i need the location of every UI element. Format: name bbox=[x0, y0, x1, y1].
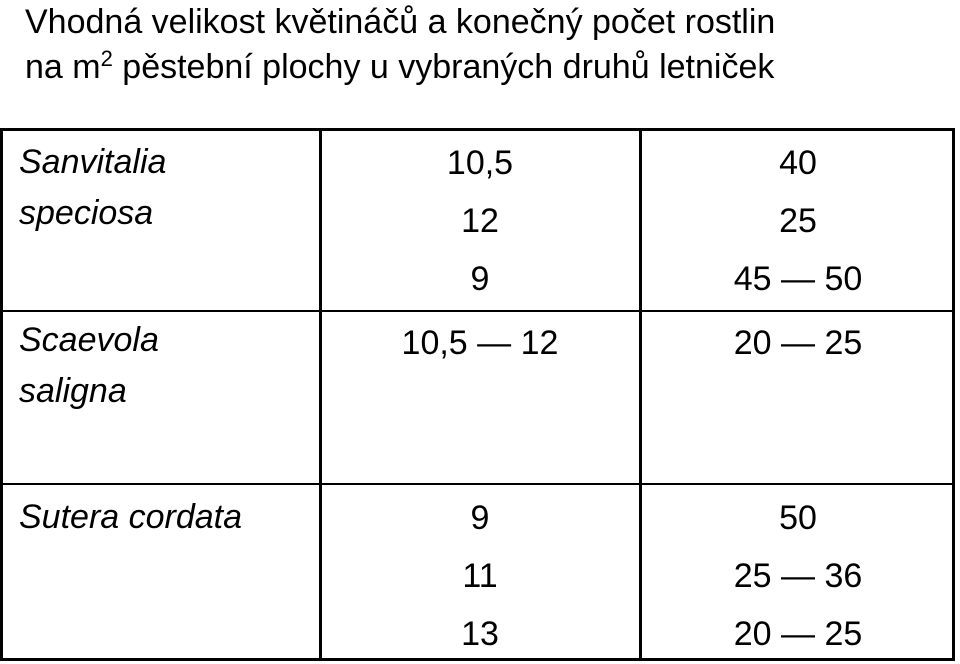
pot-size-value: 10,5 — 12 bbox=[401, 324, 559, 362]
species-name bbox=[19, 315, 159, 417]
plant-count-cell bbox=[641, 314, 955, 372]
pot-size-value: 11 bbox=[462, 557, 498, 595]
row-divider bbox=[3, 310, 952, 312]
species-name bbox=[19, 137, 166, 239]
species-name bbox=[19, 492, 242, 543]
pot-size-cell bbox=[321, 134, 639, 308]
row-divider bbox=[3, 483, 952, 485]
pot-size-cell bbox=[321, 489, 639, 663]
title-superscript: 2 bbox=[100, 46, 113, 71]
pot-size-value: 9 bbox=[470, 260, 490, 298]
pot-size-value: 9 bbox=[470, 499, 490, 537]
title-line-2-suffix: pěstební plochy u vybraných druhů letniček bbox=[112, 48, 775, 86]
plant-count-value: 50 bbox=[779, 499, 817, 537]
plant-count-value: 20 — 25 bbox=[733, 324, 863, 362]
plant-count-cell bbox=[641, 489, 955, 663]
plant-count-cell bbox=[641, 134, 955, 308]
plant-count-value: 40 bbox=[779, 144, 817, 182]
species-name-line-2: saligna bbox=[19, 372, 127, 410]
plant-count-value: 25 — 36 bbox=[733, 557, 863, 595]
pot-size-cell bbox=[321, 314, 639, 372]
species-table bbox=[0, 128, 955, 661]
slide-title bbox=[25, 0, 955, 90]
plant-count-value: 25 bbox=[779, 202, 817, 240]
pot-size-value: 13 bbox=[461, 615, 499, 653]
pot-size-value: 12 bbox=[461, 202, 499, 240]
plant-count-value: 20 — 25 bbox=[733, 615, 863, 653]
title-line-2-prefix: na m bbox=[25, 48, 101, 86]
pot-size-value: 10,5 bbox=[446, 144, 514, 182]
plant-count-value: 45 — 50 bbox=[733, 260, 863, 298]
species-name-line-2: speciosa bbox=[19, 194, 154, 232]
species-name-line-1: Sanvitalia bbox=[19, 143, 167, 181]
species-name-line-1: Sutera cordata bbox=[19, 498, 243, 536]
title-line-2 bbox=[25, 45, 955, 90]
species-name-line-1: Scaevola bbox=[19, 321, 159, 359]
title-line-1: Vhodná velikost květináčů a konečný počet rostlin bbox=[25, 3, 776, 41]
